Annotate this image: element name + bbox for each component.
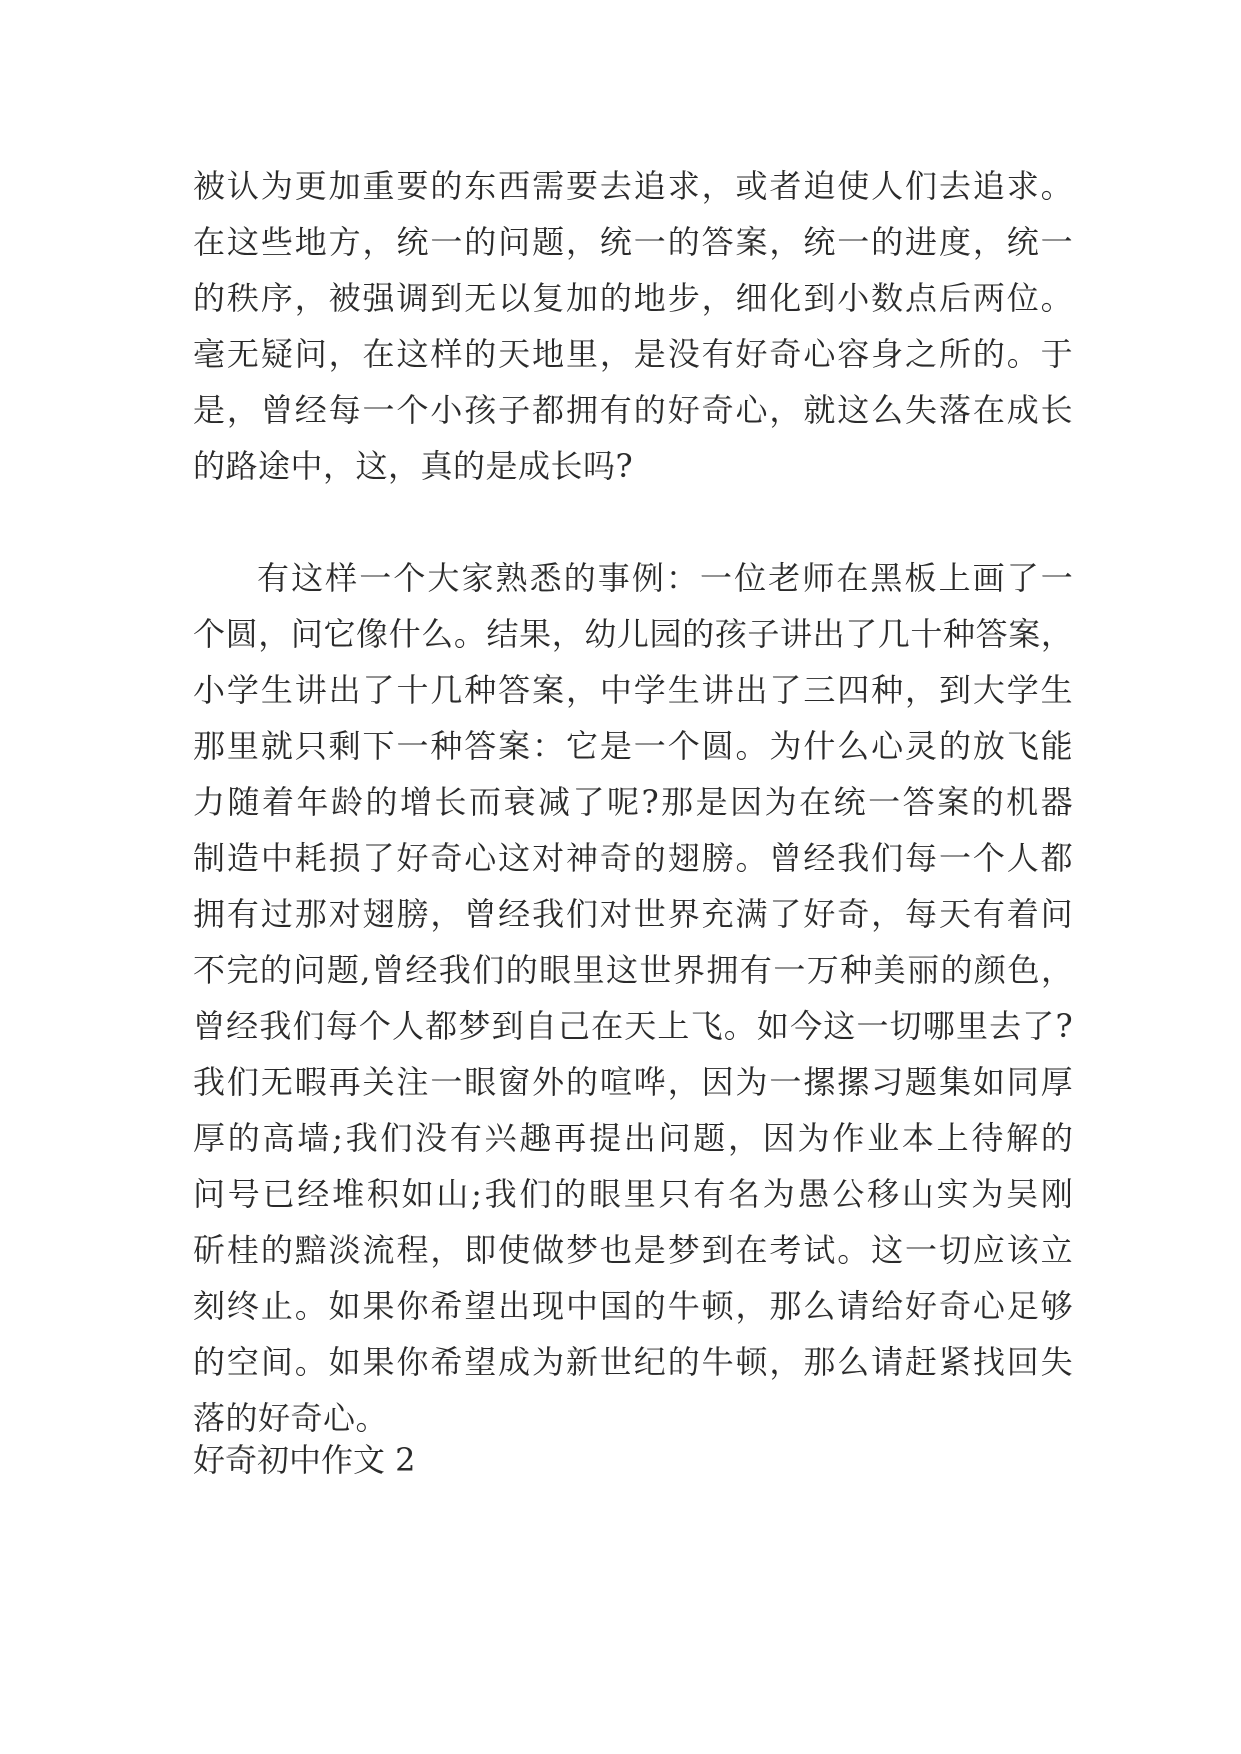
text-line: 曾 经 我 们 每 个 人 都 梦 到 自 己 在 天 上 飞 。 如 今 这 一 切 哪 里 去 了 ? [193,1007,1073,1045]
text-line: 的路途中，这，真的是成长吗? [193,447,634,485]
text-line: 拥 有 过 那 对 翅 膀 ， 曾 经 我 们 对 世 界 充 满 了 好 奇 ， 每 天 有 着 问 [193,895,1073,933]
text-line: 力 随 着 年 龄 的 增 长 而 衰 减 了 呢 ? 那 是 因 为 在 统 一 答 案 的 机 器 [193,783,1073,821]
text-line: 被 认 为 更 加 重 要 的 东 西 需 要 去 追 求 ， 或 者 迫 使 人 们 去 追 求 。 [193,167,1073,205]
text-line: 的 空 间 。 如 果 你 希 望 成 为 新 世 纪 的 牛 顿 ， 那 么 请 赶 紧 找 回 失 [193,1343,1073,1381]
text-line: 刻 终 止 。 如 果 你 希 望 出 现 中 国 的 牛 顿 ， 那 么 请 给 好 奇 心 足 够 [193,1287,1073,1325]
text-line: 斫 桂 的 黯 淡 流 程 ， 即 使 做 梦 也 是 梦 到 在 考 试 。 这 一 切 应 该 立 [193,1231,1073,1269]
text-line: 有 这 样 一 个 大 家 熟 悉 的 事 例 ： 一 位 老 师 在 黑 板 上 画 了 一 [257,559,1073,597]
section-heading: 好奇初中作文 2 [193,1441,416,1479]
text-line: 个 圆 ， 问 它 像 什 么 。 结 果 ， 幼 儿 园 的 孩 子 讲 出 了 几 十 种 答 案 ， [193,615,1073,653]
text-line: 厚 的 高 墙 ; 我 们 没 有 兴 趣 再 提 出 问 题 ， 因 为 作 业 本 上 待 解 的 [193,1119,1073,1157]
text-line: 小 学 生 讲 出 了 十 几 种 答 案 ， 中 学 生 讲 出 了 三 四 种 ， 到 大 学 生 [193,671,1073,709]
text-line: 毫 无 疑 问 ， 在 这 样 的 天 地 里 ， 是 没 有 好 奇 心 容 身 之 所 的 。 于 [193,335,1073,373]
text-line: 那 里 就 只 剩 下 一 种 答 案 ： 它 是 一 个 圆 。 为 什 么 心 灵 的 放 飞 能 [193,727,1073,765]
text-line: 制 造 中 耗 损 了 好 奇 心 这 对 神 奇 的 翅 膀 。 曾 经 我 们 每 一 个 人 都 [193,839,1073,877]
text-line: 落的好奇心。 [193,1399,389,1437]
text-line: 我 们 无 暇 再 关 注 一 眼 窗 外 的 喧 哗 ， 因 为 一 摞 摞 习 题 集 如 同 厚 [193,1063,1073,1101]
text-line: 是 ， 曾 经 每 一 个 小 孩 子 都 拥 有 的 好 奇 心 ， 就 这 么 失 落 在 成 长 [193,391,1073,429]
paragraph [193,550,1073,1446]
paragraph [193,158,1073,494]
text-line: 不 完 的 问 题 , 曾 经 我 们 的 眼 里 这 世 界 拥 有 一 万 种 美 丽 的 颜 色 ， [193,951,1073,989]
text-line: 在 这 些 地 方 ， 统 一 的 问 题 ， 统 一 的 答 案 ， 统 一 的 进 度 ， 统 一 [193,223,1073,261]
text-line: 问 号 已 经 堆 积 如 山 ; 我 们 的 眼 里 只 有 名 为 愚 公 移 山 实 为 吴 刚 [193,1175,1073,1213]
text-line: 的 秩 序 ， 被 强 调 到 无 以 复 加 的 地 步 ， 细 化 到 小 数 点 后 两 位 。 [193,279,1073,317]
